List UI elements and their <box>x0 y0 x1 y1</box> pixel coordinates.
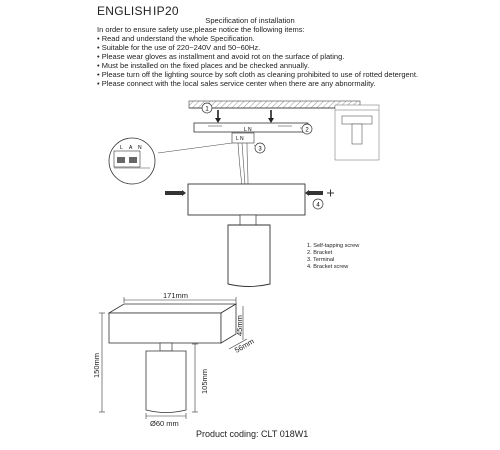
legend-item: 1. Self-tapping screw <box>307 243 360 249</box>
spec-line: In order to ensure safety use,please notice the following items: <box>97 25 305 34</box>
self-tapping-screw-right-icon <box>268 110 274 123</box>
product-coding: Product coding: CLT 018W1 <box>196 429 309 439</box>
dim-total-height: 150mm <box>92 352 101 378</box>
terminal-label-left: L N <box>236 136 244 142</box>
wire <box>238 143 242 185</box>
callout-3: 3 <box>258 146 262 153</box>
dim-housing-box <box>109 313 221 343</box>
dim-depth: 56mm <box>233 336 256 355</box>
cylinder-body <box>228 225 270 287</box>
legend-item: 2. Bracket <box>307 250 333 256</box>
spec-line: • Read and understand the whole Specification. <box>97 34 255 43</box>
zoom-label-a: A <box>129 145 133 151</box>
callout-2: 2 <box>305 127 309 134</box>
connector-neck <box>240 215 256 225</box>
dim-cylinder <box>146 351 186 413</box>
zoom-label-n: N <box>138 145 142 151</box>
callout-1: 1 <box>205 106 209 113</box>
language-label: ENGLISH <box>97 4 152 18</box>
housing-box <box>188 184 305 215</box>
dim-width: 171mm <box>163 291 189 300</box>
self-tapping-screw-left-icon <box>215 110 221 123</box>
bracket-screw-right-icon <box>305 190 334 197</box>
wire <box>242 143 245 185</box>
dim-cylinder-height: 105mm <box>200 368 209 394</box>
legend-item: 4. Bracket screw <box>307 264 349 270</box>
spec-line: • Please wear gloves as installment and avoid rot on the surface of plating. <box>97 52 345 61</box>
spec-line: • Suitable for the use of 220~240V and 50~60Hz. <box>97 43 261 52</box>
dim-top-height: 45mm <box>235 315 244 336</box>
dim-diameter: Ø60 mm <box>150 419 179 428</box>
spec-title: Specification of installation <box>205 16 295 25</box>
terminal-label-right: L N <box>244 127 252 133</box>
spec-line: • Must be installed on the fixed places and be checked annually. <box>97 61 310 70</box>
zoom-label-l: L <box>120 145 123 151</box>
spec-line: • Please connect with the local sales service center when there are any abnormality. <box>97 79 376 88</box>
callout-4: 4 <box>316 202 320 209</box>
bracket-screw-left-icon <box>165 190 186 196</box>
spec-line: • Please turn off the lighting source by soft cloth as cleaning prohibited to use of rotted detergent. <box>97 70 419 79</box>
ip-rating: IP20 <box>153 4 179 18</box>
legend-item: 3. Terminal <box>307 257 335 263</box>
wire <box>247 143 248 185</box>
ceiling-hatch <box>189 101 360 108</box>
